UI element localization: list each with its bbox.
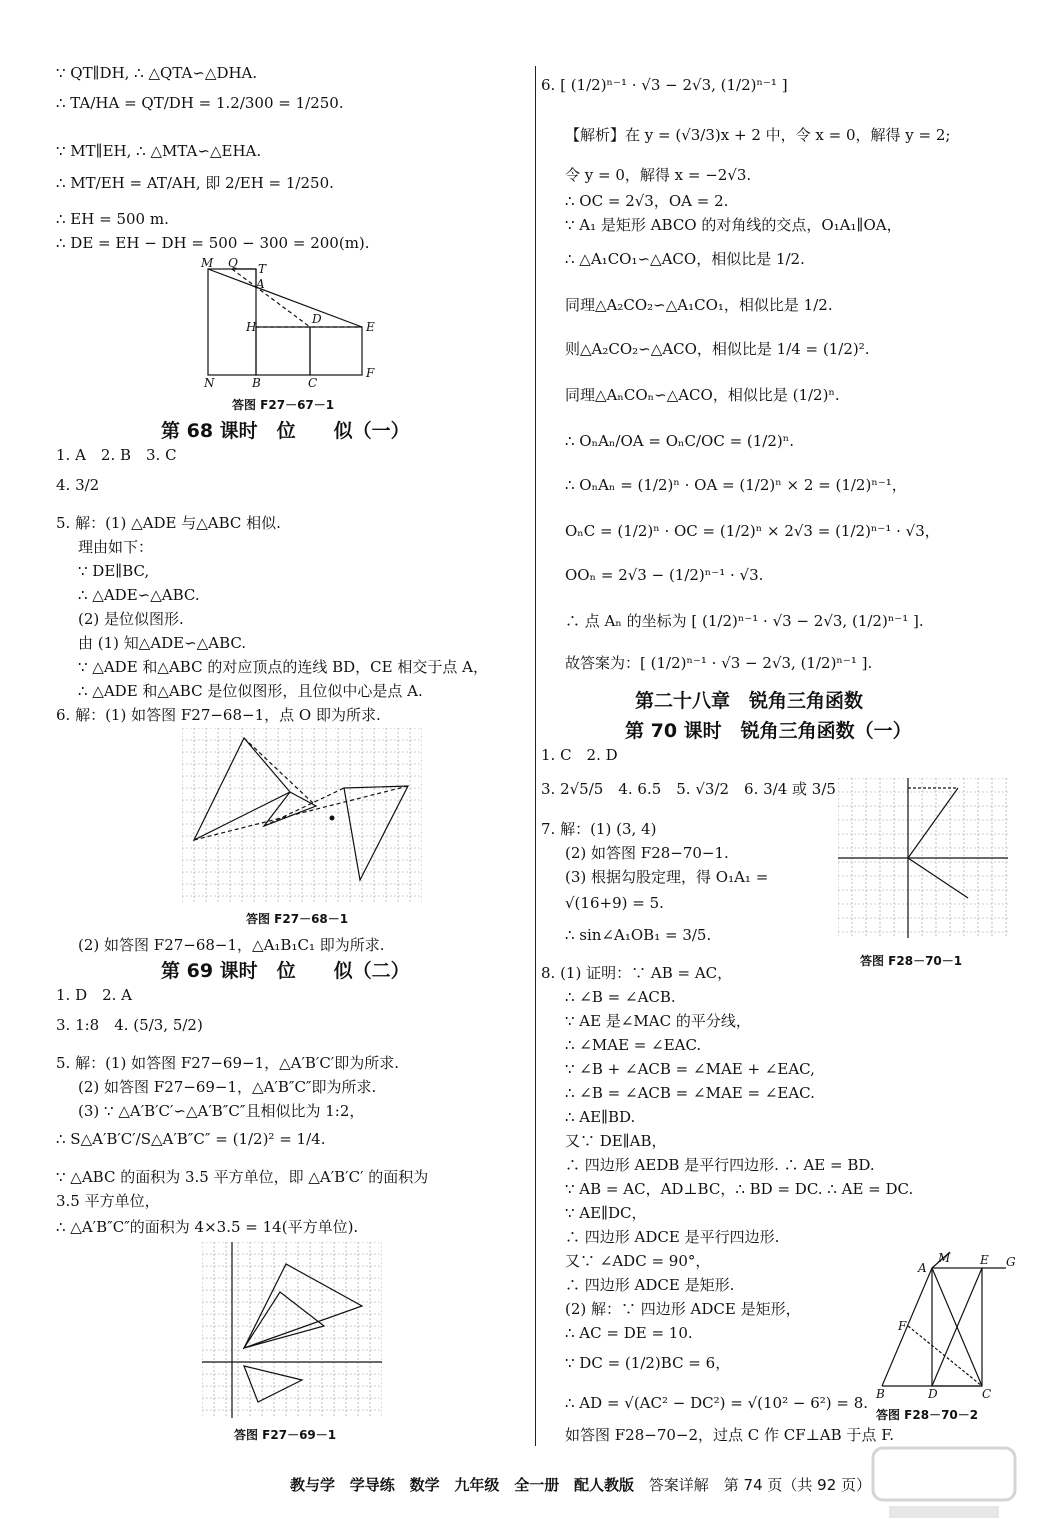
label-a2: A [918, 1261, 927, 1275]
text-line: ∵ AE 是∠MAC 的平分线， [565, 1012, 751, 1030]
text-line: ∵ ∠B + ∠ACB = ∠MAE + ∠EAC, [565, 1060, 815, 1078]
text-line: ∵ △ABC 的面积为 3.5 平方单位，即 △A′B′C′ 的面积为 [56, 1168, 429, 1186]
text-line: ∴ AC = DE = 10. [565, 1324, 693, 1342]
section-title: 第 68 课时 位 似（一） [161, 420, 410, 442]
figure-f27-69-1 [202, 1242, 382, 1418]
text-line: ∴ 四边形 ADCE 是平行四边形. [565, 1228, 780, 1246]
page-footer [290, 1474, 871, 1495]
figure-f28-70-2 [872, 1250, 1022, 1400]
text-line: ∴ AD = √(AC² − DC²) = √(10² − 6²) = 8. [565, 1394, 869, 1412]
text-line: 7. 解：(1) (3, 4) [541, 820, 657, 838]
text-line: ∵ MT∥EH, ∴ △MTA∽△EHA. [56, 142, 262, 160]
text-line: 如答图 F28−70−2，过点 C 作 CF⊥AB 于点 F. [565, 1426, 895, 1444]
text-line: (2) 是位似图形. [78, 610, 184, 628]
footer-item: 配人教版 [573, 1476, 634, 1494]
text-line: ∴ OₙAₙ = (1/2)ⁿ · OA = (1/2)ⁿ × 2 = (1/2)ⁿ⁻¹， [565, 476, 907, 494]
text-line: ∵ A₁ 是矩形 ABCO 的对角线的交点，O₁A₁∥OA， [565, 216, 902, 234]
text-line: 则△A₂CO₂∽△ACO，相似比是 1/4 = (1/2)². [565, 340, 870, 358]
footer-item: 数学 [409, 1476, 440, 1494]
label-t: T [258, 262, 267, 276]
text-line: √(16+9) = 5. [565, 894, 664, 912]
caption-f28-70-1: 答图 F28－70－1 [860, 954, 963, 968]
text-line: ∵ △ADE 和△ABC 的对应顶点的连线 BD，CE 相交于点 A， [78, 658, 488, 676]
text-line: ∵ DC = (1/2)BC = 6， [565, 1354, 731, 1372]
text-line: 同理△A₂CO₂∽△A₁CO₁，相似比是 1/2. [565, 296, 833, 314]
text-line: ∴ OₙAₙ/OA = OₙC/OC = (1/2)ⁿ. [565, 432, 795, 450]
caption-f27-67-1: 答图 F27－67－1 [232, 398, 335, 412]
text-line: 8. (1) 证明：∵ AB = AC， [541, 964, 733, 982]
text-line: ∴ ∠B = ∠ACB. [565, 988, 676, 1006]
footer-item: 九年级 [454, 1476, 500, 1494]
caption-f27-68-1: 答图 F27－68－1 [246, 912, 349, 926]
text-line: ∴ S△A′B′C′/S△A′B″C″ = (1/2)² = 1/4. [56, 1130, 326, 1148]
label-b: B [252, 376, 261, 390]
text-line: ∴ ∠B = ∠ACB = ∠MAE = ∠EAC. [565, 1084, 815, 1102]
footer-item: 教与学 [290, 1476, 336, 1494]
text-line: ∵ QT∥DH, ∴ △QTA∽△DHA. [56, 64, 258, 82]
label-m: M [201, 256, 214, 270]
text-line: ∴ △A₁CO₁∽△ACO，相似比是 1/2. [565, 250, 805, 268]
text-line: 同理△AₙCOₙ∽△ACO，相似比是 (1/2)ⁿ. [565, 386, 840, 404]
label-g2: G [1006, 1255, 1016, 1269]
label-d2: D [928, 1387, 938, 1400]
figure-f27-68-1 [182, 728, 422, 904]
text-line: 【解析】在 y = (√3/3)x + 2 中，令 x = 0，解得 y = 2; [565, 126, 951, 144]
text-line: ∴ DE = EH − DH = 500 − 300 = 200(m). [56, 234, 370, 252]
text-line: (2) 如答图 F27−69−1，△A′B″C″即为所求. [78, 1078, 377, 1096]
text-line: 6. [ (1/2)ⁿ⁻¹ · √3 − 2√3, (1/2)ⁿ⁻¹ ] [541, 76, 788, 94]
text-line: 3. 1:8 4. (5/3, 5/2) [56, 1016, 203, 1034]
watermark-logo [869, 1442, 1019, 1522]
text-line: ∵ AE∥DC， [565, 1204, 647, 1222]
text-line: ∴ 点 Aₙ 的坐标为 [ (1/2)ⁿ⁻¹ · √3 − 2√3, (1/2)ⁿ⁻¹ ]. [565, 612, 924, 630]
text-line: OₙC = (1/2)ⁿ · OC = (1/2)ⁿ × 2√3 = (1/2)ⁿ⁻¹ · √3， [565, 522, 940, 540]
label-f2: F [898, 1319, 907, 1333]
footer-item: 全一册 [514, 1476, 560, 1494]
section-title: 第二十八章 锐角三角函数 [635, 690, 864, 712]
text-line: ∴ MT/EH = AT/AH, 即 2/EH = 1/250. [56, 174, 334, 192]
label-n: N [204, 376, 215, 390]
footer-page: 答案详解 第 74 页（共 92 页） [648, 1476, 872, 1494]
text-line: ∴ AE∥BD. [565, 1108, 636, 1126]
figure-f28-70-1 [838, 778, 1008, 938]
section-title: 第 69 课时 位 似（二） [161, 960, 410, 982]
text-line: (2) 解：∵ 四边形 ADCE 是矩形， [565, 1300, 801, 1318]
text-line: 理由如下： [78, 538, 154, 556]
text-line: ∴ 四边形 ADCE 是矩形. [565, 1276, 735, 1294]
label-d: D [312, 312, 322, 326]
caption-f27-69-1: 答图 F27－69－1 [234, 1428, 337, 1442]
text-line: ∵ DE∥BC, [78, 562, 150, 580]
text-line: 又∵ ∠ADC = 90°， [565, 1252, 711, 1270]
text-line: 3. 2√5/5 4. 6.5 5. √3/2 6. 3/4 或 3/5 [541, 780, 836, 798]
label-h: H [246, 320, 257, 334]
text-line: OOₙ = 2√3 − (1/2)ⁿ⁻¹ · √3. [565, 566, 764, 584]
text-line: (2) 如答图 F27−68−1，△A₁B₁C₁ 即为所求. [78, 936, 385, 954]
label-c2: C [982, 1387, 992, 1400]
text-line: ∴ △ADE 和△ABC 是位似图形，且位似中心是点 A. [78, 682, 423, 700]
footer-item: 学导练 [349, 1476, 395, 1494]
text-line: 4. 3/2 [56, 476, 100, 494]
caption-f28-70-2: 答图 F28－70－2 [876, 1408, 979, 1422]
text-line: 又∵ DE∥AB， [565, 1132, 667, 1150]
section-title: 第 70 课时 锐角三角函数（一） [625, 720, 912, 742]
text-line: 1. C 2. D [541, 746, 618, 764]
figure-f27-67-1 [196, 255, 396, 415]
label-e2: E [980, 1253, 989, 1267]
text-line: (3) ∵ △A′B′C′∽△A′B″C″且相似比为 1:2， [78, 1102, 365, 1120]
label-m2: M [938, 1251, 951, 1265]
text-line: ∴ TA/HA = QT/DH = 1.2/300 = 1/250. [56, 94, 344, 112]
text-line: ∴ △A′B″C″的面积为 4×3.5 = 14(平方单位). [56, 1218, 359, 1236]
text-line: 由 (1) 知△ADE∽△ABC. [78, 634, 247, 652]
text-line: ∴ EH = 500 m. [56, 210, 169, 228]
label-c: C [308, 376, 318, 390]
text-line: 故答案为：[ (1/2)ⁿ⁻¹ · √3 − 2√3, (1/2)ⁿ⁻¹ ]. [565, 654, 873, 672]
text-line: ∴ △ADE∽△ABC. [78, 586, 200, 604]
text-line: ∴ sin∠A₁OB₁ = 3/5. [565, 926, 712, 944]
label-q: Q [228, 256, 238, 270]
text-line: ∴ OC = 2√3，OA = 2. [565, 192, 729, 210]
text-line: 5. 解：(1) 如答图 F27−69−1，△A′B′C′即为所求. [56, 1054, 399, 1072]
text-line: (2) 如答图 F28−70−1. [565, 844, 729, 862]
label-e: E [366, 320, 375, 334]
text-line: ∴ ∠MAE = ∠EAC. [565, 1036, 702, 1054]
text-line: 3.5 平方单位， [56, 1192, 160, 1210]
column-divider [535, 66, 536, 1446]
text-line: 1. A 2. B 3. C [56, 446, 177, 464]
text-line: (3) 根据勾股定理，得 O₁A₁ = [565, 868, 769, 886]
text-line: ∴ 四边形 AEDB 是平行四边形. ∴ AE = BD. [565, 1156, 875, 1174]
label-a: A [256, 277, 265, 291]
text-line: ∵ AB = AC，AD⊥BC，∴ BD = DC. ∴ AE = DC. [565, 1180, 914, 1198]
label-b2: B [876, 1387, 885, 1400]
text-line: 令 y = 0，解得 x = −2√3. [565, 166, 752, 184]
text-line: 1. D 2. A [56, 986, 133, 1004]
text-line: 5. 解：(1) △ADE 与△ABC 相似. [56, 514, 281, 532]
text-line: 6. 解：(1) 如答图 F27−68−1，点 O 即为所求. [56, 706, 381, 724]
label-f: F [366, 366, 375, 380]
